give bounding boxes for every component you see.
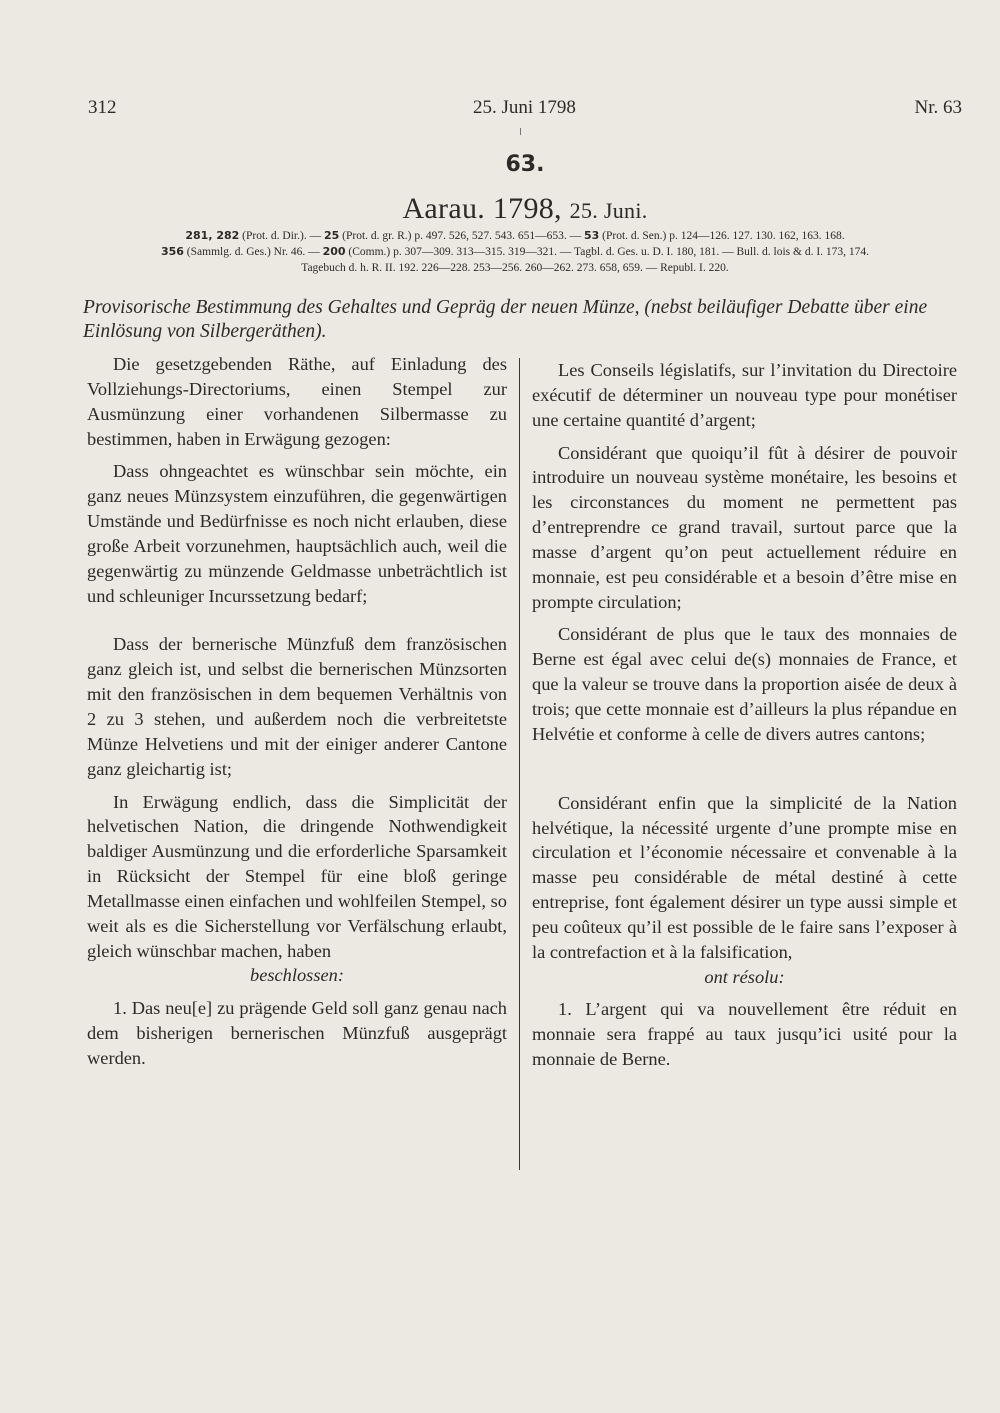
- ref-bold: 25: [323, 229, 340, 242]
- french-paragraph: Considérant que quoiqu’il fût à désirer de pouvoir introduire un nouveau système monétaire, les besoins et les circonstances du moment ne permettent pas d’entreprendre ce grand travail, surtout parce que la masse d’argent qu’on peut actuellement réduire en monnaie, est peu considérable et a besoin d’être mise en prompte circulation;: [532, 442, 957, 612]
- german-paragraph: Dass der bernerische Münzfuß dem französischen ganz gleich ist, und selbst die bernerischen Münzsorten mit den französischen in dem bequemen Verhältnis von 2 zu 3 stehen, und außerdem noch die verbreitetste Münze Helvetiens und mit der einiger anderer Cantone ganz gleichartig ist;: [87, 634, 507, 779]
- place-year: Aarau. 1798,: [402, 192, 562, 225]
- place-day: 25. Juni.: [569, 198, 648, 223]
- french-column: [532, 358, 957, 1072]
- french-resolution: ont résolu:: [704, 966, 785, 987]
- place-and-date: [0, 192, 1000, 226]
- french-paragraph: Considérant enfin que la simplicité de la Nation helvétique, la nécessité urgente d’une prompte mise en circulation et l’économie nécessaire et convenable à la masse peu considérable de métal destiné à cette entreprise, font également désirer un type aussi simple et peu coûteux qu’il est possible de le faire sans l’exposer à la contrefaction et à la falsification,: [532, 792, 957, 962]
- running-header: [88, 97, 962, 121]
- header-document-number: Nr. 63: [914, 97, 962, 118]
- ref-text: Tagebuch d. h. R. II. 192. 226—228. 253—256. 260—262. 273. 658, 659. — Republ. I. 220.: [301, 262, 729, 274]
- header-date: 25. Juni 1798: [473, 97, 576, 118]
- german-paragraph: Die gesetzgebenden Räthe, auf Einladung des Vollziehungs-Directoriums, einen Stempel zur Ausmünzung einer vorhandenen Silbermasse zu bestimmen, haben in Erwägung gezogen:: [87, 354, 507, 449]
- document-number: 63.: [505, 152, 545, 177]
- ref-bold: 53: [583, 229, 600, 242]
- ref-text: (Comm.) p. 307—309. 313—315. 319—321. — Tagbl. d. Ges. u. D. I. 180, 181. — Bull. d. lois & d. I. 173, 174.: [345, 246, 870, 258]
- ref-bold: 200: [322, 245, 346, 258]
- french-article: 1. L’argent qui va nouvellement être réduit en monnaie sera frappé au taux jusqu’ici usité pour la monnaie de Berne.: [532, 999, 957, 1070]
- french-paragraph: Considérant de plus que le taux des monnaies de Berne est égal avec celui de(s) monnaies de France, et que la valeur se trouve dans la proportion aisée de deux à trois; que cette monnaie est d’ailleurs la plus répandue en Helvétie et conforme à celle de divers autres cantons;: [532, 624, 957, 744]
- ref-bold: 281, 282: [185, 229, 240, 242]
- ref-text: (Prot. d. Dir.). —: [239, 230, 324, 242]
- page-number: 312: [88, 97, 117, 118]
- german-paragraph: Dass ohngeachtet es wünschbar sein möchte, ein ganz neues Münzsystem einzuführen, die gegenwärtigen Umstände und Bedürfnisse es noch nicht erlauben, diese große Arbeit vorzunehmen, hauptsächlich auch, weil die gegenwärtig zu münzende Geldmasse unbeträchtlich ist und schleuniger Incurssetzung bedarf;: [87, 461, 507, 606]
- center-tick-mark: [520, 128, 521, 135]
- ref-bold: 356: [160, 245, 184, 258]
- ref-text: (Sammlg. d. Ges.) Nr. 46. —: [183, 246, 323, 258]
- german-paragraph: In Erwägung endlich, dass die Simplicität der helvetischen Nation, die dringende Nothwendigkeit baldiger Ausmünzung und die erforderliche Sparsamkeit in Rücksicht der Stempel für eine bloß geringe Metallmasse einen einfachen und wohlfeilen Stempel, so weit als es die Sicherstellung vor Verfälschung erlaubt, gleich wünschbar machen, haben: [87, 791, 507, 961]
- source-references: [95, 228, 935, 276]
- german-resolution: beschlossen:: [250, 965, 344, 986]
- column-divider: [519, 358, 520, 1170]
- german-column: [87, 352, 507, 1071]
- ref-text: (Prot. d. Sen.) p. 124—126. 127. 130. 162, 163. 168.: [599, 230, 845, 242]
- document-heading: Provisorische Bestimmung des Gehaltes und Gepräg der neuen Münze, (nebst beiläufiger Debatte über eine Einlösung von Silbergeräthen).: [83, 297, 928, 342]
- german-article: 1. Das neu[e] zu prägende Geld soll ganz genau nach dem bisherigen bernerischen Münzfuß ausgeprägt werden.: [87, 998, 507, 1068]
- french-paragraph: Les Conseils législatifs, sur l’invitation du Directoire exécutif de déterminer un nouveau type pour monétiser une certaine quantité d’argent;: [532, 360, 957, 430]
- ref-text: (Prot. d. gr. R.) p. 497. 526, 527. 543. 651—653. —: [339, 230, 584, 242]
